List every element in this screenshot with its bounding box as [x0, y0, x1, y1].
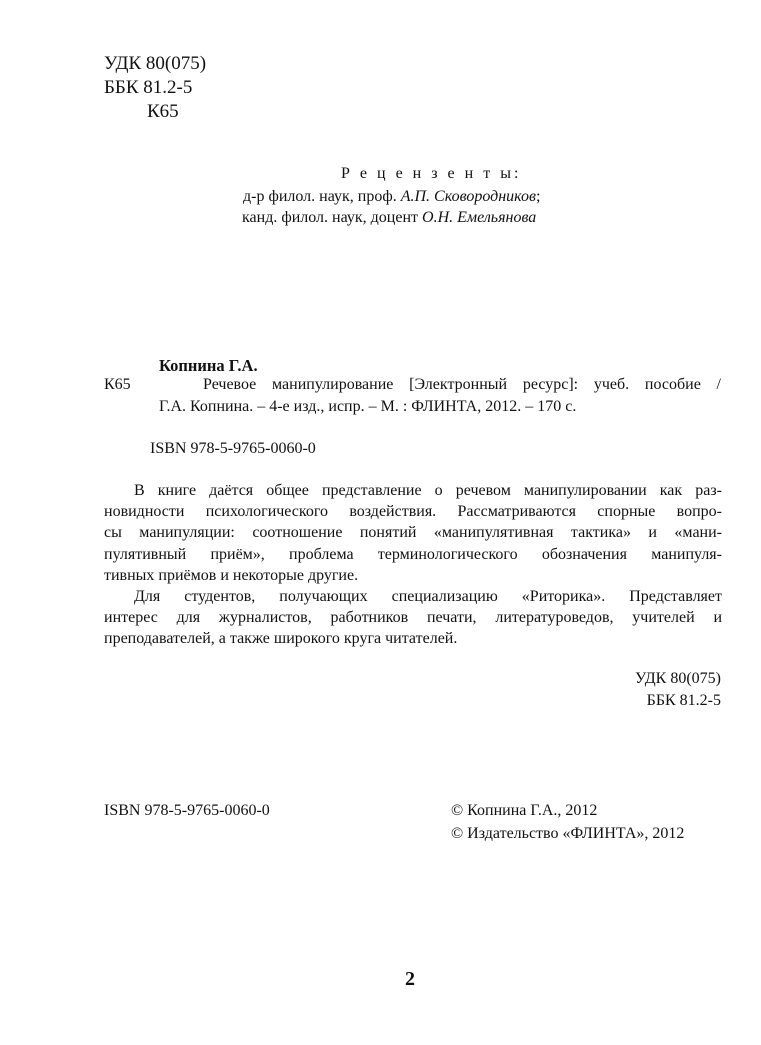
- reviewers-title: Р е ц е н з е н т ы:: [341, 165, 522, 182]
- bib-mark: К65: [104, 376, 131, 393]
- bib-line-2: Г.А. Копнина. – 4-е изд., испр. – М. : ФЛИНТА, 2012. – 170 с.: [159, 398, 577, 415]
- footer-udk-code: УДК 80(075): [635, 670, 721, 687]
- abstract-line: преподавателей, а также широкого круга читателей.: [104, 630, 458, 648]
- reviewer-1-prefix: д-р филол. наук, проф.: [243, 188, 401, 205]
- abstract-line: Для студентов, получающих специализацию «Риторика». Представляет: [134, 588, 722, 605]
- abstract-paragraph-2: [104, 586, 722, 650]
- bib-isbn: ISBN 978-5-9765-0060-0: [150, 440, 316, 457]
- abstract-line: пулятивный приём», проблема терминологического обозначения манипуля-: [104, 545, 722, 563]
- copyright-isbn: ISBN 978-5-9765-0060-0: [104, 802, 270, 819]
- abstract-line: В книге даётся общее представление о речевом манипулировании как раз-: [134, 482, 722, 499]
- bbk-code: ББК 81.2-5: [104, 77, 193, 98]
- bib-author: Копнина Г.А.: [159, 356, 258, 375]
- page-number: 2: [405, 968, 415, 990]
- abstract-line: интерес для журналистов, работников печати, литературоведов, учителей и: [104, 609, 722, 627]
- reviewer-2: [242, 209, 536, 227]
- abstract-line: новидности психологического воздействия. Рассматриваются спорные вопро-: [104, 503, 722, 521]
- footer-bbk-code: ББК 81.2-5: [646, 692, 721, 709]
- copyright-publisher: © Издательство «ФЛИНТА», 2012: [451, 825, 685, 842]
- reviewer-1: [243, 188, 540, 206]
- abstract-paragraph-1: [104, 480, 722, 586]
- copyright-author: © Копнина Г.А., 2012: [451, 802, 598, 819]
- reviewer-1-suffix: ;: [535, 188, 541, 205]
- udk-code: УДК 80(075): [104, 53, 207, 74]
- reviewer-2-prefix: канд. филол. наук, доцент: [242, 209, 423, 226]
- author-mark: К65: [147, 101, 179, 122]
- abstract-line: сы манипуляции: соотношение понятий «манипулятивная тактика» и «мани-: [104, 524, 722, 542]
- reviewer-2-name: О.Н. Емельянова: [422, 209, 537, 226]
- abstract-line: тивных приёмов и некоторые другие.: [104, 566, 359, 584]
- reviewer-1-name: А.П. Сковородников: [400, 188, 536, 205]
- bib-line-1: Речевое манипулирование [Электронный ресурс]: учеб. пособие /: [203, 376, 721, 393]
